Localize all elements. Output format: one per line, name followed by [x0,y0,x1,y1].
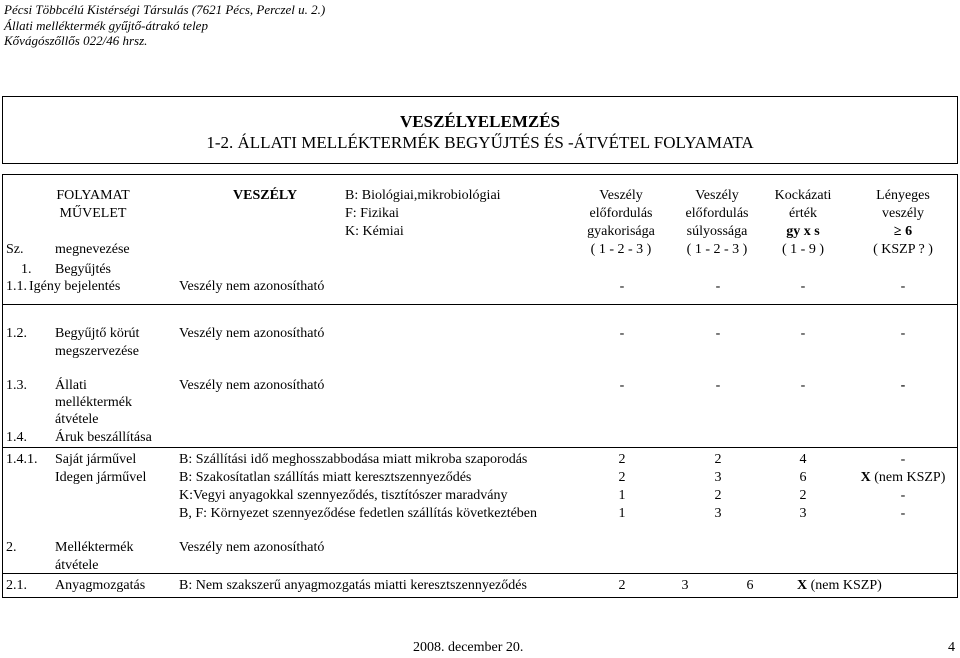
col-risk-l2: érték [789,206,817,221]
row-1-3-hazard: Veszély nem azonosítható [179,378,325,393]
col-significant-l3: ≥ 6 [893,224,913,239]
col-severity-l4: ( 1 - 2 - 3 ) [686,242,748,257]
significant-mark: X [860,470,871,485]
row-1-2-hazard: Veszély nem azonosítható [179,326,325,341]
row-1-4-1-frequency-2: 2 [618,470,626,485]
col-frequency-l3: gyakorisága [587,224,655,239]
row-1-2-name-1: Begyűjtő körút [55,326,140,341]
hazard-type-chemical: K: Kémiai [345,224,404,239]
row-2-1-name: Anyagmozgatás [55,578,146,593]
page-title: VESZÉLYELEMZÉS [400,112,560,131]
header-organization: Pécsi Többcélú Kistérségi Társulás (7621 Pécs, Perczel u. 2.) [4,2,326,17]
row-1-2-frequency: - [619,326,625,341]
row-1-4-number: 1.4. [6,430,27,445]
footer-date: 2008. december 20. [413,640,524,655]
row-1-4-1-risk-2: 6 [799,470,807,485]
row-1-2-severity: - [715,326,721,341]
row-1-4-1-risk-1: 4 [799,452,807,467]
row-1-4-1-severity-1: 2 [714,452,722,467]
row-1-1-frequency: - [619,279,625,294]
significant-mark: X [797,578,808,593]
row-2-1-severity: 3 [681,578,689,593]
row-1-2-number: 1.2. [6,326,27,341]
row-2-number: 2. [6,540,17,555]
row-2-name-2: átvétele [55,558,99,573]
row-1-4-1-hazard-3: K:Vegyi anyagokkal szennyeződés, tisztítószer maradvány [179,488,508,503]
row-1-1-significant: - [900,279,906,294]
col-frequency-l1: Veszély [599,188,643,203]
col-flow-label-2: MŰVELET [59,206,127,221]
row-2-1-significant: X (nem KSZP) [797,578,882,593]
row-1-3-frequency: - [619,378,625,393]
col-significant-l2: veszély [882,206,924,221]
row-1-4-1-hazard-2: B: Szakosítatlan szállítás miatt keresztszennyeződés [179,470,472,485]
row-1-4-1-name-2: Idegen járművel [55,470,147,485]
hazard-type-physical: F: Fizikai [345,206,400,221]
row-1-4-1-risk-3: 2 [799,488,807,503]
row-1-4-1-severity-2: 3 [714,470,722,485]
row-1-4-1-significant-2: X (nem KSZP) [860,470,946,485]
row-1-4-1-hazard-1: B: Szállítási idő meghosszabbodása miatt mikroba szaporodás [179,452,528,467]
row-1-4-1-risk-4: 3 [799,506,807,521]
row-1-number: 1. [21,262,32,277]
row-1-4-1-hazard-4: B, F: Környezet szennyeződése fedetlen szállítás következtében [179,506,538,521]
col-severity-l2: előfordulás [685,206,749,221]
row-1-4-1-significant-1: - [900,452,906,467]
row-1-1-number: 1.1. [6,279,27,294]
row-1-4-1-frequency-3: 1 [618,488,626,503]
row-divider [3,573,957,574]
col-frequency-l4: ( 1 - 2 - 3 ) [590,242,652,257]
row-1-2-risk: - [800,326,806,341]
row-1-name: Begyűjtés [55,262,111,277]
row-1-4-name: Áruk beszállítása [55,430,152,445]
row-1-4-1-severity-3: 2 [714,488,722,503]
col-hazard-label: VESZÉLY [233,188,298,203]
row-1-1-severity: - [715,279,721,294]
col-risk-l1: Kockázati [774,188,832,203]
row-1-3-name-1: Állati [55,378,87,393]
col-significant-l1: Lényeges [876,188,930,203]
col-frequency-l2: előfordulás [589,206,653,221]
col-risk-l3: gy x s [786,224,820,239]
document-header [4,2,325,49]
row-2-1-hazard: B: Nem szakszerű anyagmozgatás miatti keresztszennyeződés [179,578,527,593]
row-1-1-hazard: Veszély nem azonosítható [179,279,325,294]
page-subtitle: 1-2. ÁLLATI MELLÉKTERMÉK BEGYŰJTÉS ÉS -ÁTVÉTEL FOLYAMATA [206,133,754,152]
row-1-4-1-frequency-1: 2 [618,452,626,467]
row-1-4-1-frequency-4: 1 [618,506,626,521]
col-significant-l4: ( KSZP ? ) [873,242,933,257]
col-severity-l3: súlyossága [686,224,748,239]
hazard-type-biological: B: Biológiai,mikrobiológiai [345,188,501,203]
row-divider [3,447,957,448]
row-1-2-significant: - [900,326,906,341]
row-1-2-name-2: megszervezése [55,344,139,359]
row-1-4-1-number: 1.4.1. [6,452,38,467]
row-2-hazard: Veszély nem azonosítható [179,540,325,555]
col-risk-l4: ( 1 - 9 ) [782,242,824,257]
row-2-name-1: Melléktermék [55,540,134,555]
row-1-4-1-significant-3: - [900,488,906,503]
row-1-4-1-significant-4: - [900,506,906,521]
col-severity-l1: Veszély [695,188,739,203]
row-2-1-risk: 6 [746,578,754,593]
title-box [2,96,958,164]
row-1-1-risk: - [800,279,806,294]
row-1-4-1-name-1: Saját járművel [55,452,137,467]
hazard-table [2,174,958,598]
row-1-3-name-2: melléktermék [55,395,132,410]
header-site: Állati melléktermék gyűjtő-átrakó telep [4,17,208,33]
row-1-3-name-3: átvétele [55,412,99,427]
page-number: 4 [948,640,955,655]
col-number-label: Sz. [6,242,24,257]
col-flow-label: FOLYAMAT [56,188,130,203]
row-1-4-1-severity-4: 3 [714,506,722,521]
row-2-1-number: 2.1. [6,578,27,593]
row-1-1-name: Igény bejelentés [29,279,121,294]
row-1-3-severity: - [715,378,721,393]
header-address: Kővágószőllős 022/46 hrsz. [4,33,148,48]
row-1-3-number: 1.3. [6,378,27,393]
row-divider [3,304,957,305]
row-2-1-frequency: 2 [618,578,626,593]
row-1-3-risk: - [800,378,806,393]
row-1-3-significant: - [900,378,906,393]
col-name-label: megnevezése [55,242,130,257]
